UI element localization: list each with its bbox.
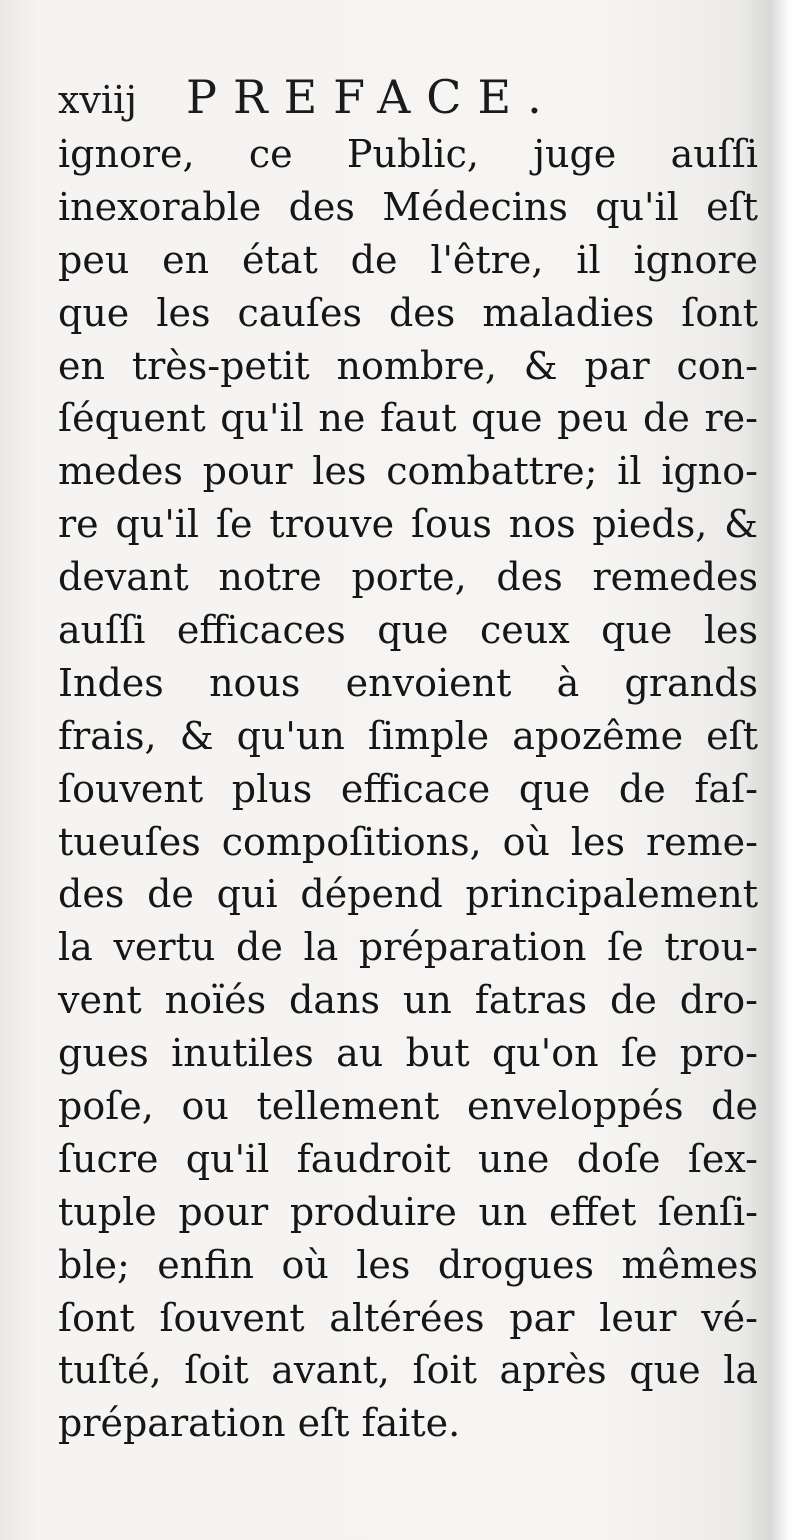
text-line: re qu'il ſe trouve ſous nos pieds, & <box>58 502 758 547</box>
text-line: devant notre porte, des remedes <box>58 555 758 600</box>
text-line: ſouvent plus efficace que de faſ- <box>58 766 758 811</box>
text-line: préparation eſt faite. <box>58 1401 461 1446</box>
text-line: medes pour les combattre; il igno- <box>58 449 758 494</box>
text-line: des de qui dépend principalement <box>58 872 758 917</box>
text-line: auſſi efficaces que ceux que les <box>58 608 758 653</box>
text-line: que les cauſes des maladies ſont <box>58 290 758 335</box>
text-line: ignore, ce Public, juge auſſi <box>58 132 758 176</box>
running-title: PREFACE. <box>186 70 558 124</box>
text-line: peu en état de l'être, il ignore <box>58 237 758 282</box>
page-number: xviij <box>58 78 137 122</box>
text-line: Indes nous envoient à grands <box>58 660 758 705</box>
text-line: en très-petit nombre, & par con- <box>58 343 758 388</box>
text-line: ble; enfin où les drogues mêmes <box>58 1242 758 1287</box>
text-line: vent noïés dans un fatras de dro- <box>58 978 758 1023</box>
text-line: la vertu de la préparation ſe trou- <box>58 925 758 970</box>
running-head <box>58 72 758 124</box>
text-line: gues inutiles au but qu'on ſe pro- <box>58 1031 758 1076</box>
text-line: ſéquent qu'il ne faut que peu de re- <box>58 396 758 441</box>
text-line: tuple pour produire un effet ſenſi- <box>58 1189 758 1234</box>
text-line: ſont ſouvent altérées par leur vé- <box>58 1295 758 1340</box>
text-line: poſe, ou tellement enveloppés de <box>58 1084 758 1129</box>
text-line: ſucre qu'il faudroit une doſe ſex- <box>58 1136 758 1181</box>
text-line: frais, & qu'un ſimple apozême eſt <box>58 713 758 758</box>
text-line: tuſté, ſoit avant, ſoit après que la <box>58 1348 758 1393</box>
body-text <box>58 128 758 1450</box>
text-line: inexorable des Médecins qu'il eſt <box>58 184 758 229</box>
text-line: tueuſes compoſitions, où les reme- <box>58 819 758 864</box>
